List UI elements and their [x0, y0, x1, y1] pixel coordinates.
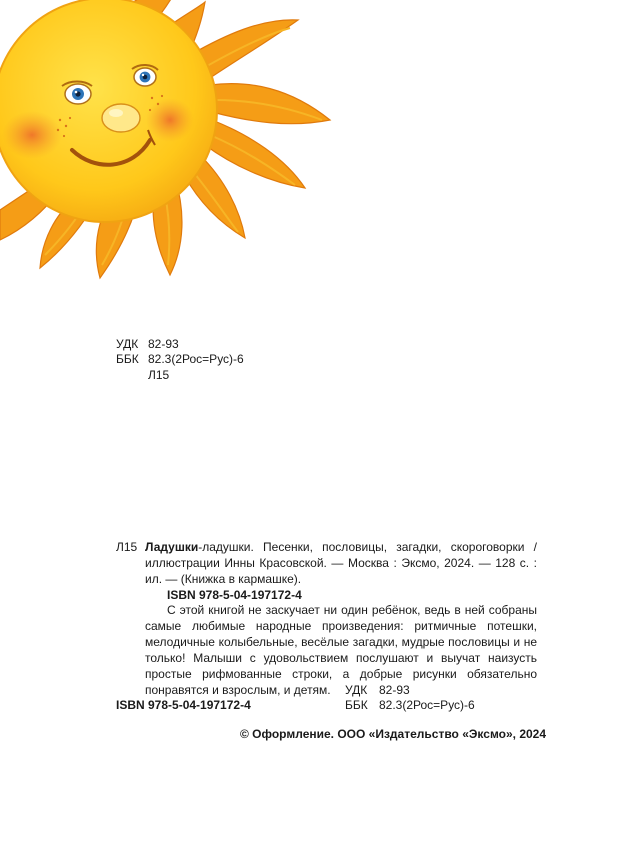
isbn-entry: ISBN 978-5-04-197172-4 — [167, 588, 302, 602]
smiling-sun-illustration — [0, 0, 340, 290]
book-title: Ладушки — [145, 540, 199, 554]
copyright-line: © Оформление. ООО «Издательство «Эксмо», 2024 — [240, 727, 547, 741]
author-mark-entry: Л15 — [116, 540, 138, 554]
author-mark-top: Л15 — [148, 368, 170, 382]
udk-label-bottom: УДК — [345, 683, 368, 697]
bbk-value-bottom: 82.3(2Рос=Рус)-6 — [379, 698, 475, 712]
catalog-entry-text — [145, 539, 537, 587]
nose — [102, 104, 140, 132]
left-cheek — [2, 111, 62, 159]
udk-value-top: 82-93 — [148, 337, 179, 351]
book-annotation: С этой книгой не заскучает ни один ребёнок, ведь в ней собраны самые любимые народные произведения: ритмичные потешки, мелодичные колыбельные, весёлые загадки, мудрые пословицы и не только! Малыши с удовольствием послушают и выучат наизусть простые рифмованные строки, а добрые рисунки обязательно понравятся и взрослым, и детям. — [145, 603, 537, 697]
bbk-value-top: 82.3(2Рос=Рус)-6 — [148, 352, 244, 366]
udk-label-top: УДК — [116, 337, 139, 351]
isbn-footer: ISBN 978-5-04-197172-4 — [116, 698, 251, 712]
right-cheek — [146, 98, 194, 142]
udk-value-bottom: 82-93 — [379, 683, 410, 697]
bbk-label-bottom: ББК — [345, 698, 368, 712]
bibliographic-description: -ладушки. Песенки, пословицы, загадки, скороговорки / иллюстрации Инны Красовской. — Москва : Эксмо, 2024. — 128 с. : ил. — (Книжка в кармашке). — [145, 540, 537, 586]
bbk-label-top: ББК — [116, 352, 139, 366]
